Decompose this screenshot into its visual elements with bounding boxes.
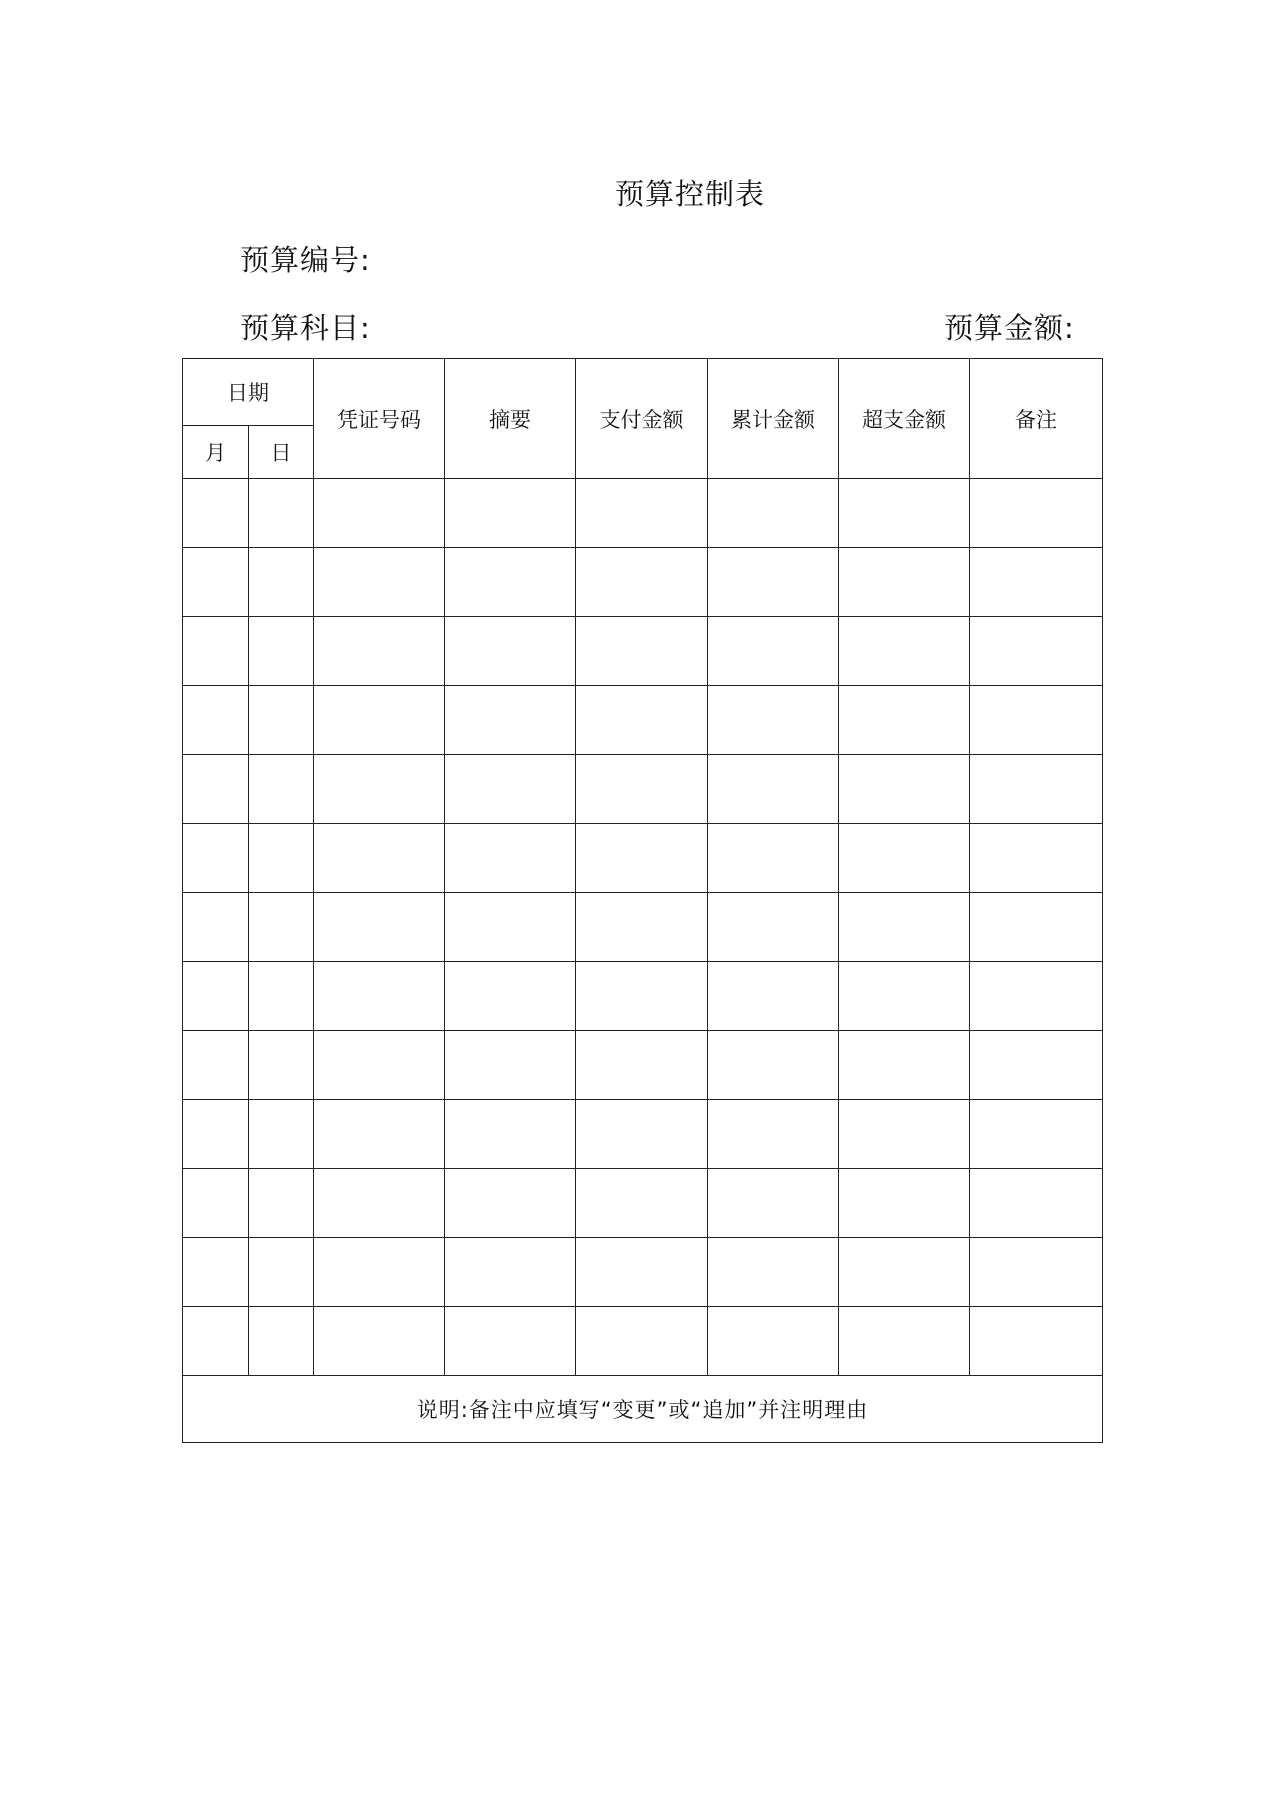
- cell-day[interactable]: [249, 755, 314, 824]
- cell-voucher-number[interactable]: [314, 686, 445, 755]
- cell-remarks[interactable]: [970, 1169, 1103, 1238]
- cell-overspend-amount[interactable]: [839, 893, 970, 962]
- cell-summary[interactable]: [445, 1238, 576, 1307]
- cell-cumulative-amount[interactable]: [708, 548, 839, 617]
- cell-remarks[interactable]: [970, 962, 1103, 1031]
- cell-voucher-number[interactable]: [314, 1100, 445, 1169]
- cell-cumulative-amount[interactable]: [708, 893, 839, 962]
- cell-payment-amount[interactable]: [576, 686, 708, 755]
- cell-payment-amount[interactable]: [576, 755, 708, 824]
- table-row: [183, 1238, 1103, 1307]
- cell-summary[interactable]: [445, 962, 576, 1031]
- table-row: [183, 1100, 1103, 1169]
- cell-summary[interactable]: [445, 548, 576, 617]
- cell-remarks[interactable]: [970, 824, 1103, 893]
- cell-summary[interactable]: [445, 1307, 576, 1376]
- header-remarks: 备注: [970, 359, 1103, 479]
- table-row: [183, 755, 1103, 824]
- cell-overspend-amount[interactable]: [839, 1169, 970, 1238]
- budget-control-table: [182, 358, 1103, 1443]
- cell-remarks[interactable]: [970, 479, 1103, 548]
- table-row: [183, 617, 1103, 686]
- header-payment-amount: 支付金额: [576, 359, 708, 479]
- table-note: 说明:备注中应填写“变更”或“追加”并注明理由: [183, 1376, 1103, 1443]
- cell-cumulative-amount[interactable]: [708, 755, 839, 824]
- cell-remarks[interactable]: [970, 1307, 1103, 1376]
- cell-overspend-amount[interactable]: [839, 1307, 970, 1376]
- cell-month[interactable]: [183, 548, 249, 617]
- cell-remarks[interactable]: [970, 755, 1103, 824]
- table-row: [183, 824, 1103, 893]
- cell-cumulative-amount[interactable]: [708, 1307, 839, 1376]
- cell-payment-amount[interactable]: [576, 479, 708, 548]
- cell-month[interactable]: [183, 1100, 249, 1169]
- cell-month[interactable]: [183, 893, 249, 962]
- cell-day[interactable]: [249, 686, 314, 755]
- cell-summary[interactable]: [445, 1100, 576, 1169]
- cell-cumulative-amount[interactable]: [708, 962, 839, 1031]
- cell-voucher-number[interactable]: [314, 755, 445, 824]
- cell-overspend-amount[interactable]: [839, 479, 970, 548]
- cell-voucher-number[interactable]: [314, 1031, 445, 1100]
- cell-cumulative-amount[interactable]: [708, 1238, 839, 1307]
- table-row: [183, 479, 1103, 548]
- cell-cumulative-amount[interactable]: [708, 1031, 839, 1100]
- header-cumulative-amount: 累计金额: [708, 359, 839, 479]
- cell-payment-amount[interactable]: [576, 1307, 708, 1376]
- header-row-top: [183, 359, 1103, 426]
- cell-month[interactable]: [183, 1238, 249, 1307]
- cell-summary[interactable]: [445, 686, 576, 755]
- cell-summary[interactable]: [445, 755, 576, 824]
- header-overspend-amount: 超支金额: [839, 359, 970, 479]
- cell-day[interactable]: [249, 962, 314, 1031]
- cell-payment-amount[interactable]: [576, 1238, 708, 1307]
- cell-overspend-amount[interactable]: [839, 962, 970, 1031]
- cell-overspend-amount[interactable]: [839, 617, 970, 686]
- cell-overspend-amount[interactable]: [839, 548, 970, 617]
- cell-cumulative-amount[interactable]: [708, 617, 839, 686]
- cell-payment-amount[interactable]: [576, 824, 708, 893]
- cell-payment-amount[interactable]: [576, 893, 708, 962]
- budget-number-label: 预算编号:: [240, 243, 371, 277]
- cell-day[interactable]: [249, 893, 314, 962]
- cell-payment-amount[interactable]: [576, 1169, 708, 1238]
- cell-month[interactable]: [183, 686, 249, 755]
- cell-voucher-number[interactable]: [314, 548, 445, 617]
- table-row: [183, 893, 1103, 962]
- page-title: 预算控制表: [614, 177, 765, 211]
- cell-overspend-amount[interactable]: [839, 755, 970, 824]
- cell-day[interactable]: [249, 824, 314, 893]
- cell-remarks[interactable]: [970, 1238, 1103, 1307]
- table-row: [183, 686, 1103, 755]
- cell-month[interactable]: [183, 824, 249, 893]
- cell-month[interactable]: [183, 1169, 249, 1238]
- cell-cumulative-amount[interactable]: [708, 1169, 839, 1238]
- note-row: [183, 1376, 1103, 1443]
- cell-overspend-amount[interactable]: [839, 686, 970, 755]
- cell-day[interactable]: [249, 479, 314, 548]
- cell-voucher-number[interactable]: [314, 824, 445, 893]
- header-month: 月: [183, 426, 249, 479]
- table-row: [183, 1031, 1103, 1100]
- cell-voucher-number[interactable]: [314, 1238, 445, 1307]
- cell-month[interactable]: [183, 755, 249, 824]
- cell-remarks[interactable]: [970, 548, 1103, 617]
- cell-cumulative-amount[interactable]: [708, 479, 839, 548]
- budget-subject-label: 预算科目:: [240, 311, 371, 345]
- cell-payment-amount[interactable]: [576, 962, 708, 1031]
- cell-overspend-amount[interactable]: [839, 1238, 970, 1307]
- cell-overspend-amount[interactable]: [839, 824, 970, 893]
- cell-voucher-number[interactable]: [314, 962, 445, 1031]
- cell-day[interactable]: [249, 617, 314, 686]
- cell-day[interactable]: [249, 1100, 314, 1169]
- cell-cumulative-amount[interactable]: [708, 1100, 839, 1169]
- cell-day[interactable]: [249, 548, 314, 617]
- table-row: [183, 1307, 1103, 1376]
- cell-voucher-number[interactable]: [314, 893, 445, 962]
- cell-overspend-amount[interactable]: [839, 1100, 970, 1169]
- cell-remarks[interactable]: [970, 1100, 1103, 1169]
- cell-voucher-number[interactable]: [314, 1307, 445, 1376]
- cell-summary[interactable]: [445, 893, 576, 962]
- cell-month[interactable]: [183, 617, 249, 686]
- header-date: 日期: [183, 359, 314, 426]
- cell-day[interactable]: [249, 1169, 314, 1238]
- cell-month[interactable]: [183, 479, 249, 548]
- cell-payment-amount[interactable]: [576, 1100, 708, 1169]
- header-day: 日: [249, 426, 314, 479]
- cell-cumulative-amount[interactable]: [708, 824, 839, 893]
- cell-cumulative-amount[interactable]: [708, 686, 839, 755]
- cell-payment-amount[interactable]: [576, 1031, 708, 1100]
- cell-payment-amount[interactable]: [576, 548, 708, 617]
- header-voucher-number: 凭证号码: [314, 359, 445, 479]
- cell-overspend-amount[interactable]: [839, 1031, 970, 1100]
- cell-voucher-number[interactable]: [314, 617, 445, 686]
- cell-summary[interactable]: [445, 479, 576, 548]
- header-summary: 摘要: [445, 359, 576, 479]
- table-row: [183, 1169, 1103, 1238]
- cell-month[interactable]: [183, 1031, 249, 1100]
- cell-day[interactable]: [249, 1031, 314, 1100]
- budget-amount-label: 预算金额:: [944, 311, 1075, 345]
- cell-summary[interactable]: [445, 617, 576, 686]
- cell-remarks[interactable]: [970, 893, 1103, 962]
- cell-day[interactable]: [249, 1238, 314, 1307]
- table-row: [183, 962, 1103, 1031]
- cell-payment-amount[interactable]: [576, 617, 708, 686]
- table-row: [183, 548, 1103, 617]
- cell-remarks[interactable]: [970, 686, 1103, 755]
- cell-summary[interactable]: [445, 1169, 576, 1238]
- cell-voucher-number[interactable]: [314, 479, 445, 548]
- cell-summary[interactable]: [445, 824, 576, 893]
- cell-month[interactable]: [183, 1307, 249, 1376]
- cell-month[interactable]: [183, 962, 249, 1031]
- cell-day[interactable]: [249, 1307, 314, 1376]
- cell-remarks[interactable]: [970, 617, 1103, 686]
- cell-remarks[interactable]: [970, 1031, 1103, 1100]
- cell-summary[interactable]: [445, 1031, 576, 1100]
- cell-voucher-number[interactable]: [314, 1169, 445, 1238]
